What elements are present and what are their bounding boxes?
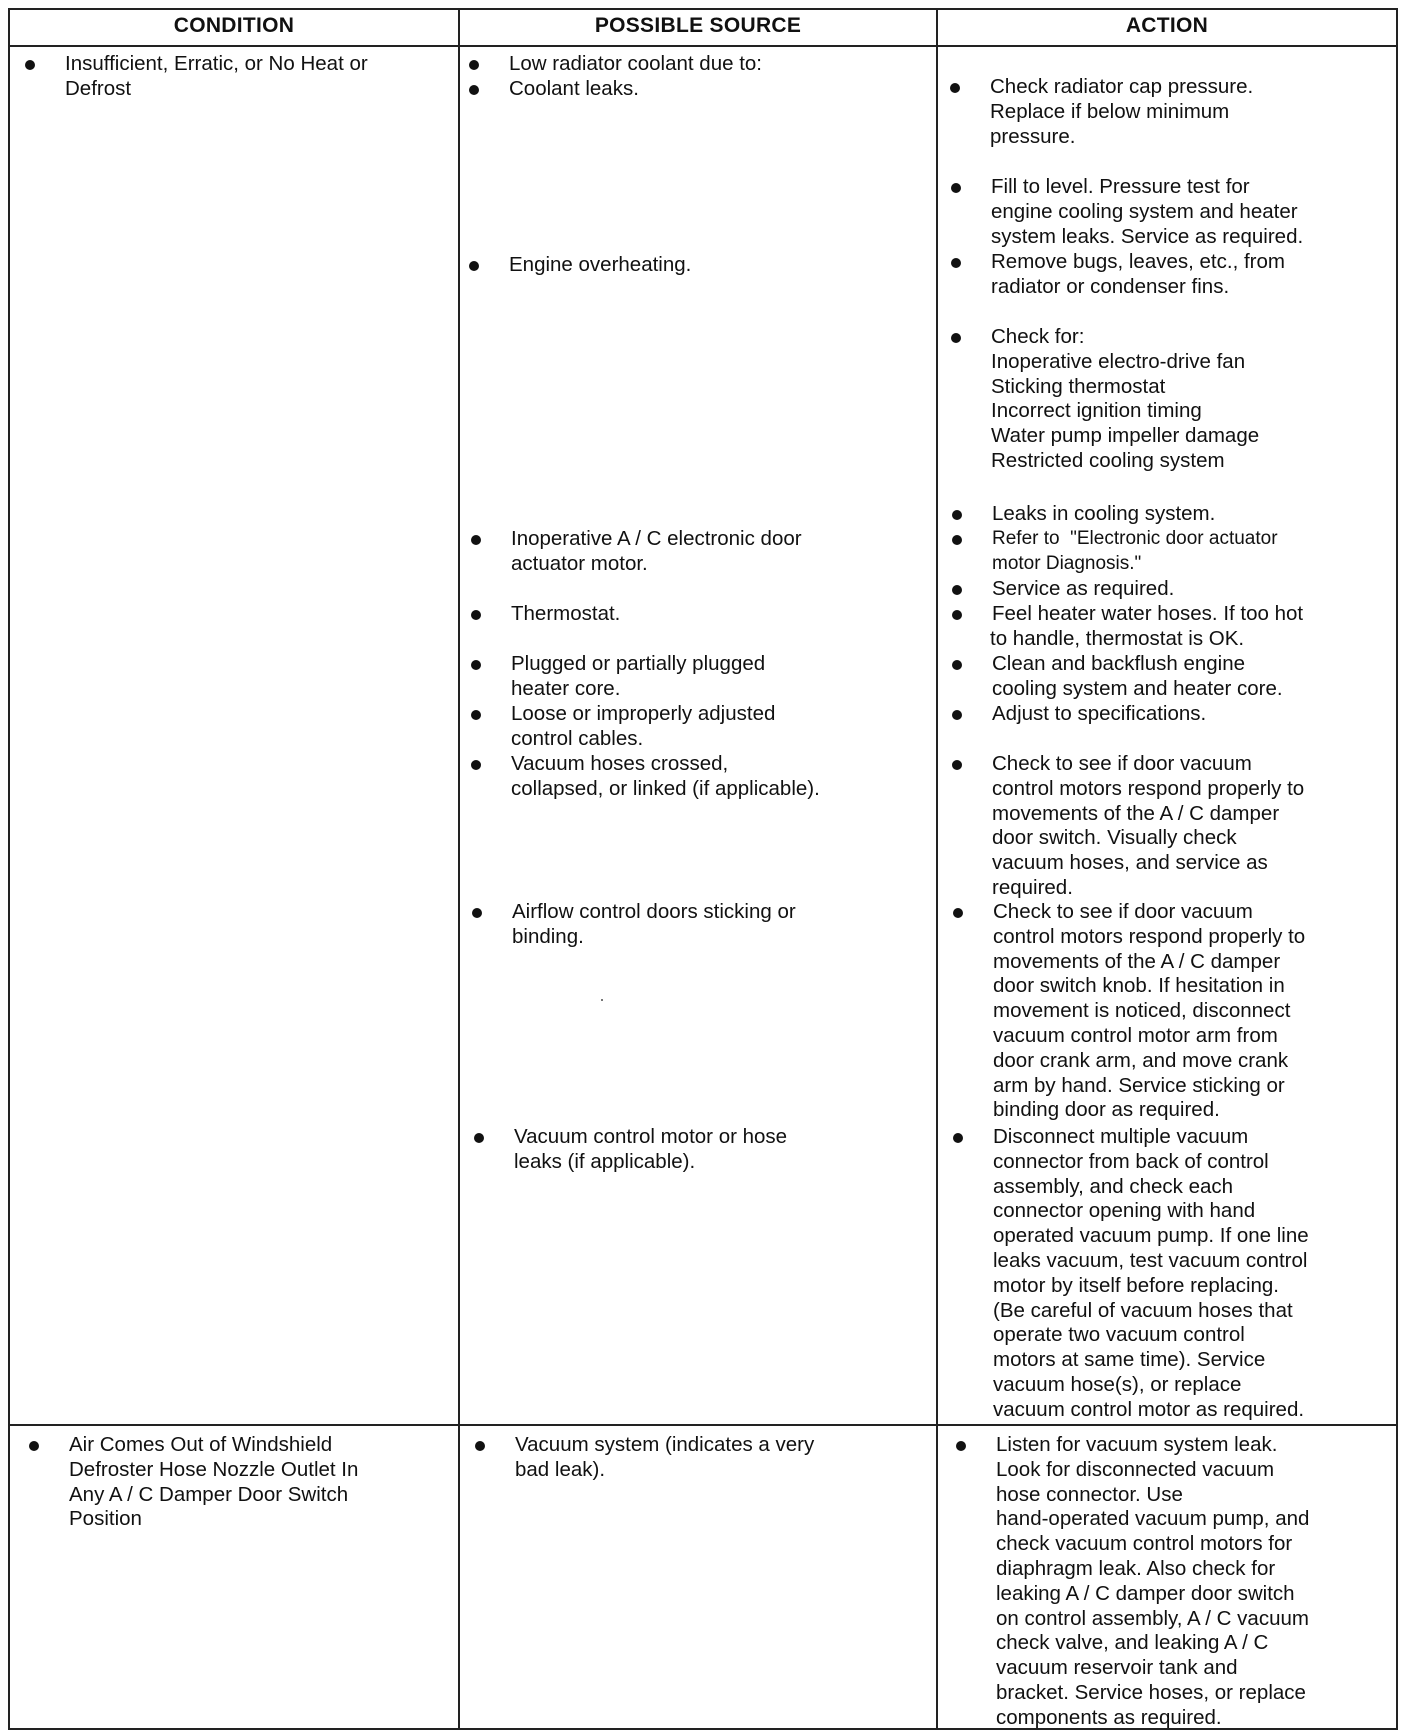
action-item [950, 75, 1253, 149]
bullet-icon [951, 258, 961, 268]
action-item [951, 250, 1285, 300]
action-text: Check to see if door vacuum control motors respond properly to movements of the A / C damper door switch. Visually check vacuum hoses, and service as required. [992, 752, 1305, 899]
source-item [471, 602, 620, 627]
action-text: Check for: Inoperative electro-drive fan Sticking thermostat Incorrect ignition timing Water pump impeller damage Restricted cooling system [991, 325, 1260, 472]
bullet-icon [471, 535, 481, 545]
source-item [471, 527, 802, 577]
action-text: Clean and backflush engine cooling system and heater core. [992, 652, 1283, 700]
action-item [951, 325, 1259, 474]
bullet-icon [25, 60, 35, 70]
source-item [474, 1125, 787, 1175]
bullet-icon [29, 1441, 39, 1451]
bullet-icon [471, 760, 481, 770]
source-item [469, 52, 762, 77]
header-condition: CONDITION [173, 14, 295, 37]
bullet-icon [952, 510, 962, 520]
bullet-icon [469, 261, 479, 271]
source-text: Plugged or partially plugged heater core. [511, 652, 766, 700]
action-text: Adjust to specifications. [992, 702, 1207, 725]
source-text: Coolant leaks. [509, 77, 639, 100]
bullet-icon [471, 710, 481, 720]
action-text: Listen for vacuum system leak. Look for disconnected vacuum hose connector. Use hand-operated vacuum pump, and check vacuum control motors for diaphragm leak. Also check for leaking A / C damper door switch on control assembly, A / C vacuum check valve, and leaking A / C vacuum reservoir tank and bracket. Service hoses, or replace components as required. [996, 1433, 1310, 1729]
source-item [472, 900, 796, 950]
source-text: Low radiator coolant due to: [509, 52, 762, 75]
action-text: Service as required. [992, 577, 1175, 600]
row-divider [8, 1424, 1398, 1426]
source-text: Vacuum control motor or hose leaks (if applicable). [514, 1125, 788, 1173]
source-text: Loose or improperly adjusted control cables. [511, 702, 776, 750]
action-text: Leaks in cooling system. [992, 502, 1216, 525]
bullet-icon [951, 333, 961, 343]
source-text: Engine overheating. [509, 253, 692, 276]
header-divider [8, 45, 1398, 47]
condition-item [25, 52, 445, 102]
column-divider-2 [936, 8, 938, 1730]
bullet-icon [471, 660, 481, 670]
action-continuation-text: to handle, thermostat is OK. [990, 627, 1245, 650]
source-text: Thermostat. [511, 602, 621, 625]
action-text: Fill to level. Pressure test for engine cooling system and heater system leaks. Service as required. [991, 175, 1304, 248]
action-item [952, 602, 1303, 627]
header-source: POSSIBLE SOURCE [594, 14, 802, 37]
action-item [952, 502, 1215, 527]
action-text: Feel heater water hoses. If too hot [992, 602, 1304, 625]
source-item [469, 77, 639, 102]
source-text: Inoperative A / C electronic door actuator motor. [511, 527, 802, 575]
source-item [475, 1433, 814, 1483]
source-item [471, 702, 775, 752]
bullet-icon [469, 85, 479, 95]
bullet-icon [472, 908, 482, 918]
bullet-icon [952, 660, 962, 670]
action-text: Check radiator cap pressure. Replace if below minimum pressure. [990, 75, 1254, 148]
source-text: Airflow control doors sticking or binding. [512, 900, 796, 948]
action-text: Refer to "Electronic door actuator motor Diagnosis." [992, 528, 1278, 574]
bullet-icon [953, 1133, 963, 1143]
action-item [952, 652, 1283, 702]
action-item [952, 527, 1278, 577]
bullet-icon [471, 610, 481, 620]
source-text: Vacuum system (indicates a very bad leak). [515, 1433, 815, 1481]
action-item [953, 900, 1305, 1123]
bullet-icon [469, 60, 479, 70]
action-item [952, 577, 1174, 602]
action-text: Disconnect multiple vacuum connector from back of control assembly, and check each connector opening with hand operated vacuum pump. If one line leaks vacuum, test vacuum control motor by itself before replacing. (Be careful of vacuum hoses that operate two vacuum control motors at same time). Service vacuum hose(s), or replace vacuum control motor as required. [993, 1125, 1309, 1421]
bullet-icon [953, 908, 963, 918]
bullet-icon [952, 710, 962, 720]
action-text: Check to see if door vacuum control motors respond properly to movements of the A / C damper door switch knob. If hesitation in movement is noticed, disconnect vacuum control motor arm from door crank arm, and move crank arm by hand. Service sticking or binding door as required. [993, 900, 1306, 1122]
column-divider-1 [458, 8, 460, 1730]
condition-text: Air Comes Out of Windshield Defroster Hose Nozzle Outlet In Any A / C Damper Door Switch Position [69, 1433, 359, 1531]
bullet-icon [474, 1133, 484, 1143]
condition-item [29, 1433, 358, 1532]
source-item [469, 253, 691, 278]
bullet-icon [952, 585, 962, 595]
action-item [953, 1125, 1309, 1423]
source-text: Vacuum hoses crossed, collapsed, or linked (if applicable). [511, 752, 820, 800]
action-item [956, 1433, 1309, 1731]
bullet-icon [952, 610, 962, 620]
scan-speck [601, 999, 603, 1001]
condition-text: Insufficient, Erratic, or No Heat or Defrost [65, 52, 368, 100]
bullet-icon [951, 183, 961, 193]
source-item [471, 652, 765, 702]
action-item [951, 175, 1303, 249]
bullet-icon [952, 760, 962, 770]
bullet-icon [952, 535, 962, 545]
action-text: Remove bugs, leaves, etc., from radiator or condenser fins. [991, 250, 1285, 298]
bullet-icon [950, 83, 960, 93]
action-item [952, 752, 1304, 901]
action-item [952, 702, 1206, 727]
header-action: ACTION [1125, 14, 1209, 37]
source-item [471, 752, 820, 802]
bullet-icon [475, 1441, 485, 1451]
bullet-icon [956, 1441, 966, 1451]
